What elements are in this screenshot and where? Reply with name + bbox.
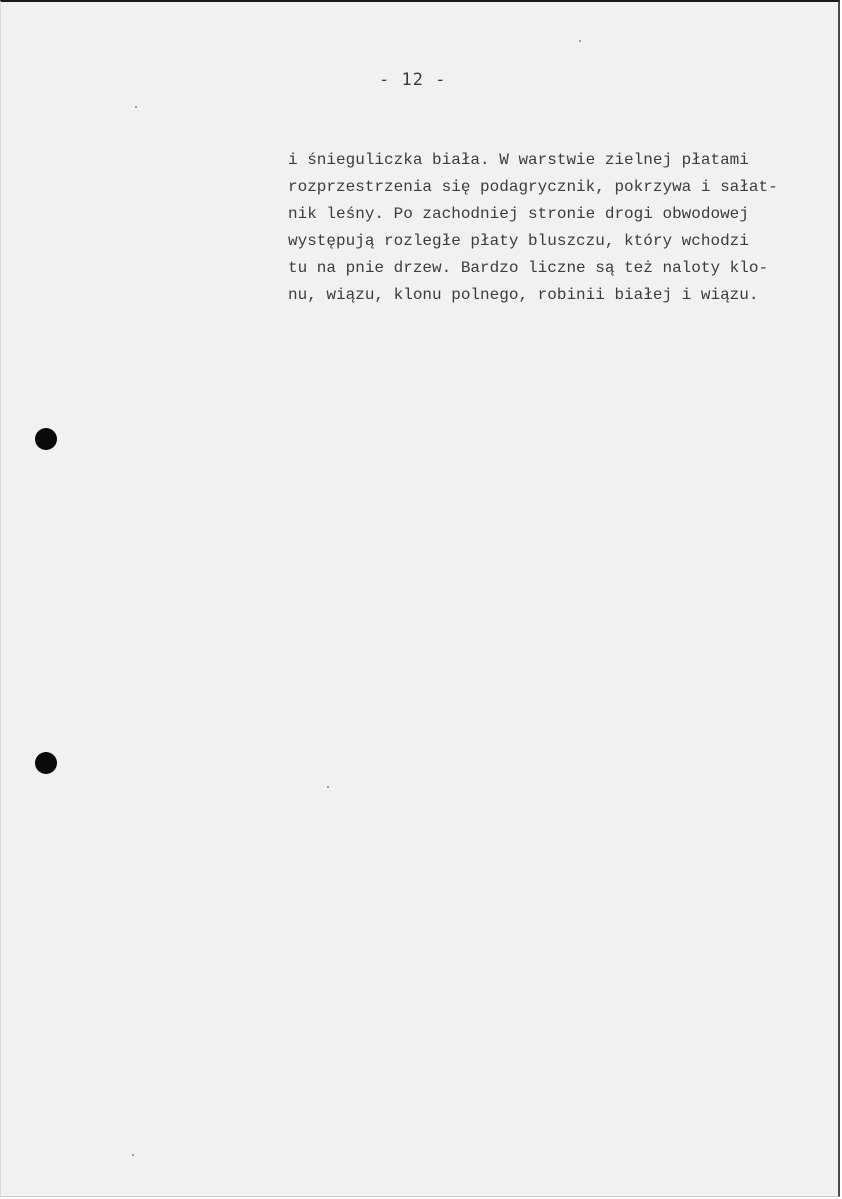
body-paragraph (288, 147, 840, 309)
paper-speck (327, 786, 329, 788)
text-line: tu na pnie drzew. Bardzo liczne są też naloty klo- (288, 259, 769, 277)
punch-hole-top (35, 428, 57, 450)
paper-speck (135, 106, 137, 108)
text-line: występują rozległe płaty bluszczu, który wchodzi (288, 232, 749, 250)
text-line: nu, wiązu, klonu polnego, robinii białej i wiązu. (288, 286, 759, 304)
text-line: i śnieguliczka biała. W warstwie zielnej płatami (288, 151, 749, 169)
paper-speck (132, 1154, 134, 1156)
page-number: - 12 - (379, 70, 447, 90)
punch-hole-bottom (35, 752, 57, 774)
paper-speck (579, 40, 581, 42)
text-line: rozprzestrzenia się podagrycznik, pokrzywa i sałat- (288, 178, 778, 196)
text-line: nik leśny. Po zachodniej stronie drogi obwodowej (288, 205, 749, 223)
